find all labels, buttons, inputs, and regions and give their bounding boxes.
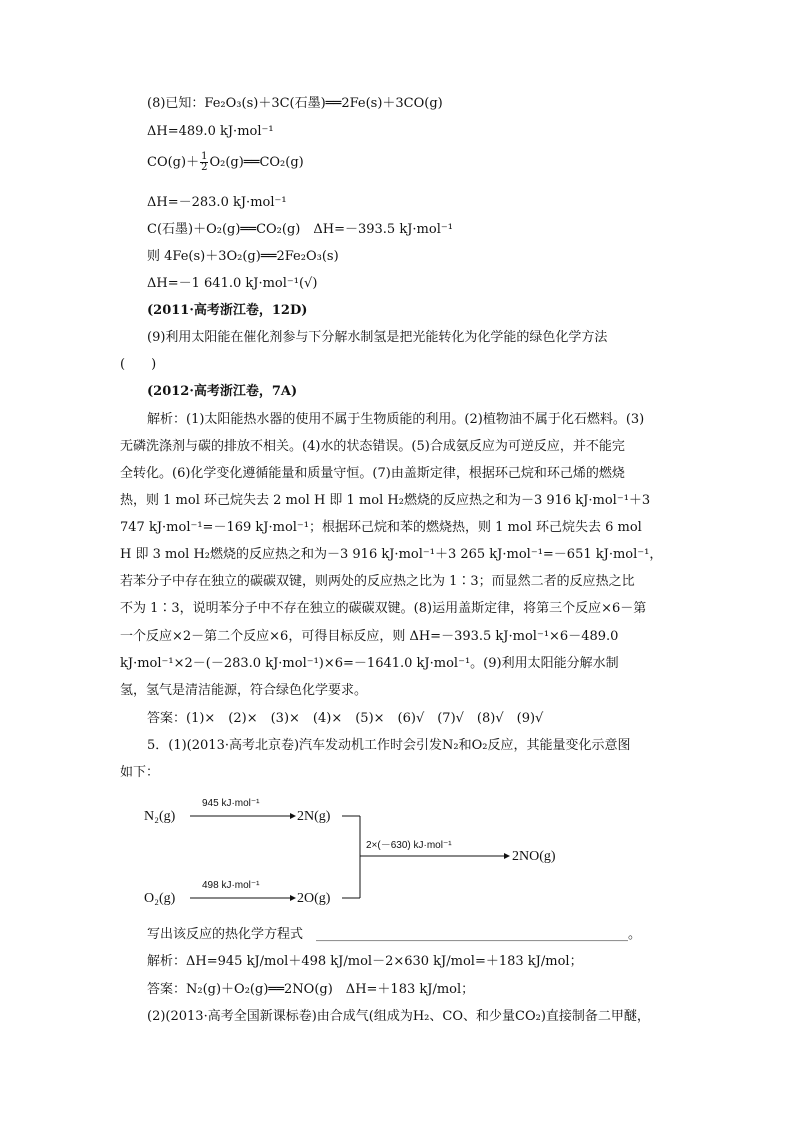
question-5-line-2: 如下： — [120, 765, 160, 780]
line-8-eq2 — [147, 152, 304, 173]
explanation-line-4: 热，则 1 mol 环己烷失去 2 mol H 即 1 mol H₂燃烧的反应热之和为－3 916 kJ·mol⁻¹＋3 — [120, 493, 651, 508]
two-n-label: 2N(g) — [297, 809, 331, 824]
line-8-dh2: ΔH=－283.0 kJ·mol⁻¹ — [147, 195, 287, 210]
fraction-half — [200, 152, 208, 173]
explanation-line-8: 不为 1∶3，说明苯分子中不存在独立的碳碳双键。(8)运用盖斯定律，将第三个反应×6－第 — [120, 601, 647, 616]
explanation-line-10: kJ·mol⁻¹×2－(－283.0 kJ·mol⁻¹)×6=－1641.0 kJ·mol⁻¹。(9)利用太阳能分解水制 — [120, 656, 619, 671]
line-9-source: (2012·高考浙江卷，7A) — [147, 384, 298, 399]
line-8-title: (8)已知：Fe₂O₃(s)＋3C(石墨)══2Fe(s)＋3CO(g) — [147, 96, 443, 111]
energy-diagram — [140, 790, 580, 920]
question-5-answer: 答案：N₂(g)＋O₂(g)══2NO(g) ΔH=＋183 kJ/mol； — [147, 982, 475, 997]
line-8-eq3: C(石墨)＋O₂(g)══CO₂(g) ΔH=－393.5 kJ·mol⁻¹ — [147, 222, 453, 237]
line-9-question: (9)利用太阳能在催化剂参与下分解水制氢是把光能转化为化学能的绿色化学方法 — [147, 330, 608, 345]
explanation-line-2: 无磷洗涤剂与碳的排放不相关。(4)水的状态错误。(5)合成氨反应为可逆反应，并不能完 — [120, 439, 625, 454]
n2-energy-label: 945 kJ·mol⁻¹ — [202, 798, 260, 809]
eq2-part-a: CO(g)＋ — [147, 155, 200, 170]
eq2-part-b: O₂(g)══CO₂(g) — [209, 155, 304, 170]
line-8-dh1: ΔH=489.0 kJ·mol⁻¹ — [147, 124, 274, 139]
explanation-line-7: 若苯分子中存在独立的碳碳双键，则两处的反应热之比为 1∶3；而显然二者的反应热之比 — [120, 574, 635, 589]
o2-label: O₂(g) — [144, 891, 176, 906]
fraction-numerator: 1 — [201, 151, 208, 162]
merge-energy-label: 2×(－630) kJ·mol⁻¹ — [366, 840, 452, 851]
answers-line: 答案：(1)× (2)× (3)× (4)× (5)× (6)√ (7)√ (8)√ (9)√ — [147, 711, 544, 726]
fraction-denominator: 2 — [201, 162, 208, 173]
merge-arrow-head — [504, 853, 510, 859]
question-5-line-1: 5．(1)(2013·高考北京卷)汽车发动机工作时会引发N₂和O₂反应，其能量变化示意图 — [147, 738, 631, 753]
line-9-blank: ( ) — [120, 357, 157, 372]
line-8-source: (2011·高考浙江卷，12D) — [147, 303, 308, 318]
n2-label: N₂(g) — [144, 809, 176, 824]
explanation-line-11: 氢，氢气是清洁能源，符合绿色化学要求。 — [120, 683, 368, 698]
line-8-then: 则 4Fe(s)＋3O₂(g)══2Fe₂O₃(s) — [147, 249, 339, 264]
o2-arrow-head — [290, 895, 296, 901]
two-o-label: 2O(g) — [297, 891, 331, 906]
explanation-line-5: 747 kJ·mol⁻¹=－169 kJ·mol⁻¹；根据环己烷和苯的燃烧热，则 1 mol 环己烷失去 6 mol — [120, 520, 642, 535]
n2-arrow-head — [290, 813, 296, 819]
explanation-line-1: 解析：(1)太阳能热水器的使用不属于生物质能的利用。(2)植物油不属于化石燃料。(3) — [147, 412, 645, 427]
o2-energy-label: 498 kJ·mol⁻¹ — [202, 880, 260, 891]
explanation-line-9: 一个反应×2－第二个反应×6，可得目标反应，则 ΔH=－393.5 kJ·mol⁻¹×6－489.0 — [120, 629, 619, 644]
explanation-line-3: 全转化。(6)化学变化遵循能量和质量守恒。(7)由盖斯定律，根据环己烷和环己烯的燃烧 — [120, 466, 625, 481]
question-5-explanation: 解析：ΔH=945 kJ/mol＋498 kJ/mol－2×630 kJ/mol=＋183 kJ/mol； — [147, 954, 583, 969]
explanation-line-6: H 即 3 mol H₂燃烧的反应热之和为－3 916 kJ·mol⁻¹＋3 265 kJ·mol⁻¹=－651 kJ·mol⁻¹， — [120, 547, 663, 562]
question-5-write: 写出该反应的热化学方程式 ________________________________________________。 — [147, 927, 642, 942]
question-5-part-2: (2)(2013·高考全国新课标卷)由合成气(组成为H₂、CO、和少量CO₂)直接制备二甲醚， — [147, 1009, 650, 1024]
product-label: 2NO(g) — [512, 849, 556, 864]
line-8-dh3: ΔH=－1 641.0 kJ·mol⁻¹(√) — [147, 276, 318, 291]
